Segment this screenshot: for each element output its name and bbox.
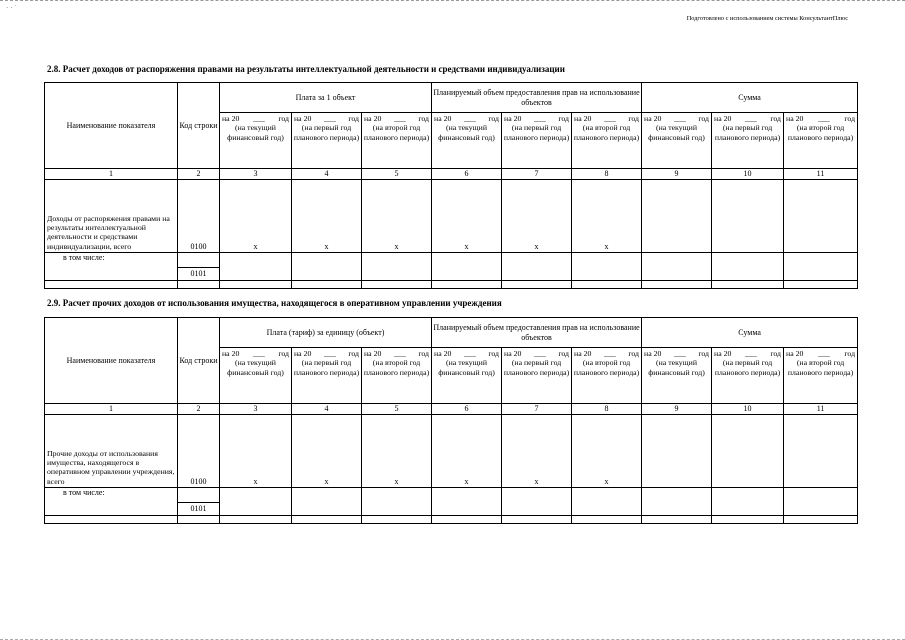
- period-description: (на второй год планового периода): [787, 358, 854, 377]
- period-header-cell: [362, 348, 432, 404]
- period-header: на 20 ___ год (на текущий финансовый год): [434, 114, 500, 142]
- header-note: Подготовлено с использованием системы КонсультантПлюс: [686, 15, 848, 22]
- period-header-cell: [712, 348, 784, 404]
- revenue-table: [44, 82, 858, 289]
- empty-row-cell[interactable]: [642, 281, 712, 289]
- col-name-header: Наименование показателя: [45, 83, 178, 169]
- x-mark-cell: х: [292, 180, 362, 253]
- empty-input-cell[interactable]: [642, 180, 712, 253]
- empty-row-cell[interactable]: [432, 516, 502, 524]
- row-incl-label: в том числе:: [45, 488, 178, 516]
- period-header-cell: [784, 113, 858, 169]
- period-header: на 20 ___ год (на второй год планового периода): [573, 349, 640, 377]
- empty-row-cell[interactable]: [712, 516, 784, 524]
- empty-input-cell[interactable]: [712, 253, 784, 281]
- empty-row-cell[interactable]: [432, 281, 502, 289]
- x-mark-cell: х: [220, 180, 292, 253]
- column-number: 7: [502, 404, 572, 415]
- section-title: 2.8. Расчет доходов от распоряжения правами на результаты интеллектуальной деятельности и средствами индивидуализации: [47, 64, 565, 74]
- empty-input-cell[interactable]: [432, 488, 502, 516]
- empty-input-cell[interactable]: [502, 488, 572, 516]
- group-volume-header: Планируемый объем предоставления прав на использование объектов: [432, 318, 642, 348]
- period-header: на 20 ___ год (на второй год планового периода): [786, 114, 856, 142]
- period-description: (на первый год планового периода): [293, 358, 360, 377]
- empty-row-cell[interactable]: [45, 281, 178, 289]
- empty-input-cell[interactable]: [784, 180, 858, 253]
- column-number: 6: [432, 169, 502, 180]
- empty-row-cell[interactable]: [220, 516, 292, 524]
- revenue-table: [44, 317, 858, 524]
- x-mark-cell: х: [572, 180, 642, 253]
- period-header: на 20 ___ год (на первый год планового периода): [503, 114, 570, 142]
- period-header: на 20 ___ год (на текущий финансовый год): [644, 114, 710, 142]
- empty-row-cell[interactable]: [45, 516, 178, 524]
- period-year-prefix: на 20: [294, 349, 312, 358]
- column-number: 11: [784, 169, 858, 180]
- period-year-suffix: год: [348, 114, 359, 123]
- period-year-suffix: год: [698, 349, 710, 358]
- period-description: (на второй год планового периода): [363, 358, 430, 377]
- empty-row-cell[interactable]: [178, 281, 220, 289]
- column-number: 11: [784, 404, 858, 415]
- period-header: на 20 ___ год (на второй год планового периода): [786, 349, 856, 377]
- column-number: 5: [362, 169, 432, 180]
- page-top-edge: [0, 0, 905, 1]
- period-year-prefix: на 20: [644, 114, 662, 123]
- period-year-prefix: на 20: [222, 114, 240, 123]
- group-price-header: Плата за 1 объект: [220, 83, 432, 113]
- empty-input-cell[interactable]: [362, 488, 432, 516]
- group-sum-header: Сумма: [642, 83, 858, 113]
- period-description: (на первый год планового периода): [714, 358, 781, 377]
- period-header-cell: [572, 348, 642, 404]
- empty-input-cell[interactable]: [784, 253, 858, 281]
- empty-row-cell[interactable]: [502, 516, 572, 524]
- period-header-cell: [784, 348, 858, 404]
- empty-row-cell[interactable]: [292, 281, 362, 289]
- x-mark-cell: х: [362, 415, 432, 488]
- empty-row-cell[interactable]: [292, 516, 362, 524]
- period-year-suffix: год: [844, 114, 856, 123]
- period-year-suffix: год: [698, 114, 710, 123]
- period-header-cell: [642, 348, 712, 404]
- empty-input-cell[interactable]: [712, 180, 784, 253]
- empty-input-cell[interactable]: [642, 488, 712, 516]
- period-year-prefix: на 20: [222, 349, 240, 358]
- column-number: 4: [292, 169, 362, 180]
- period-year-suffix: год: [418, 349, 430, 358]
- column-number: 1: [45, 169, 178, 180]
- period-header-cell: [432, 348, 502, 404]
- period-header: на 20 ___ год (на первый год планового периода): [714, 349, 782, 377]
- group-volume-header: Планируемый объем предоставления прав на использование объектов: [432, 83, 642, 113]
- period-description: (на первый год планового периода): [503, 358, 570, 377]
- period-year-prefix: на 20: [504, 349, 522, 358]
- group-sum-header: Сумма: [642, 318, 858, 348]
- empty-row-cell[interactable]: [642, 516, 712, 524]
- col-code-header: Код строки: [178, 318, 220, 404]
- column-number: 8: [572, 404, 642, 415]
- period-year-prefix: на 20: [714, 114, 732, 123]
- period-header-cell: [362, 113, 432, 169]
- period-description: (на первый год планового периода): [503, 123, 570, 142]
- empty-input-cell[interactable]: [220, 488, 292, 516]
- period-year-suffix: год: [278, 349, 289, 358]
- empty-row-cell[interactable]: [220, 281, 292, 289]
- period-year-prefix: на 20: [574, 114, 592, 123]
- empty-input-cell[interactable]: [502, 253, 572, 281]
- period-header: на 20 ___ год (на первый год планового периода): [293, 114, 360, 142]
- empty-input-cell[interactable]: [642, 253, 712, 281]
- period-description: (на текущий финансовый год): [648, 358, 705, 377]
- period-description: (на текущий финансовый год): [227, 358, 284, 377]
- period-header: на 20 ___ год (на второй год планового периода): [363, 349, 430, 377]
- column-number: 5: [362, 404, 432, 415]
- period-year-suffix: год: [558, 114, 570, 123]
- period-header-cell: [292, 348, 362, 404]
- column-number: 10: [712, 169, 784, 180]
- empty-input-cell[interactable]: [292, 488, 362, 516]
- x-mark-cell: х: [220, 415, 292, 488]
- x-mark-cell: х: [502, 180, 572, 253]
- empty-row-cell[interactable]: [362, 281, 432, 289]
- column-number: 6: [432, 404, 502, 415]
- period-year-prefix: на 20: [434, 114, 452, 123]
- period-year-suffix: год: [488, 349, 500, 358]
- group-price-header: Плата (тариф) за единицу (объект): [220, 318, 432, 348]
- period-description: (на второй год планового периода): [573, 123, 640, 142]
- empty-row-cell[interactable]: [502, 281, 572, 289]
- period-year-suffix: год: [348, 349, 359, 358]
- period-year-suffix: год: [628, 114, 640, 123]
- period-year-prefix: на 20: [786, 114, 804, 123]
- period-year-suffix: год: [558, 349, 570, 358]
- column-number: 2: [178, 169, 220, 180]
- row-incl-label: в том числе:: [45, 253, 178, 281]
- column-number: 10: [712, 404, 784, 415]
- period-header: на 20 ___ год (на первый год планового периода): [714, 114, 782, 142]
- period-description: (на первый год планового периода): [293, 123, 360, 142]
- empty-row-cell[interactable]: [178, 516, 220, 524]
- row-code-blank: [178, 488, 220, 503]
- empty-input-cell[interactable]: [432, 253, 502, 281]
- col-name-header: Наименование показателя: [45, 318, 178, 404]
- empty-input-cell[interactable]: [642, 415, 712, 488]
- column-number: 9: [642, 169, 712, 180]
- x-mark-cell: х: [432, 180, 502, 253]
- empty-input-cell[interactable]: [362, 253, 432, 281]
- row-code-total: 0100: [178, 415, 220, 488]
- empty-input-cell[interactable]: [572, 253, 642, 281]
- period-header: на 20 ___ год (на второй год планового периода): [573, 114, 640, 142]
- column-number: 3: [220, 169, 292, 180]
- period-header-cell: [220, 348, 292, 404]
- period-year-suffix: год: [418, 114, 429, 123]
- period-header: на 20 ___ год (на текущий финансовый год): [222, 349, 289, 377]
- scan-specks: · · ˙: [6, 4, 17, 12]
- period-year-prefix: на 20: [644, 349, 662, 358]
- empty-row-cell[interactable]: [784, 516, 858, 524]
- period-description: (на текущий финансовый год): [438, 358, 495, 377]
- row-code-incl: 0101: [178, 503, 220, 516]
- period-description: (на текущий финансовый год): [227, 123, 284, 142]
- empty-input-cell[interactable]: [784, 488, 858, 516]
- period-year-suffix: год: [628, 349, 640, 358]
- period-description: (на второй год планового периода): [573, 358, 640, 377]
- period-header-cell: [292, 113, 362, 169]
- period-description: (на второй год планового периода): [787, 123, 854, 142]
- x-mark-cell: х: [362, 180, 432, 253]
- empty-input-cell[interactable]: [292, 253, 362, 281]
- period-header-cell: [220, 113, 292, 169]
- period-header-cell: [502, 348, 572, 404]
- empty-input-cell[interactable]: [712, 415, 784, 488]
- section-title: 2.9. Расчет прочих доходов от использования имущества, находящегося в оперативном управлении учреждения: [47, 298, 502, 308]
- empty-input-cell[interactable]: [712, 488, 784, 516]
- period-description: (на текущий финансовый год): [648, 123, 705, 142]
- period-header: на 20 ___ год (на текущий финансовый год): [434, 349, 500, 377]
- row-code-incl: 0101: [178, 268, 220, 281]
- period-year-prefix: на 20: [504, 114, 522, 123]
- period-header-cell: [712, 113, 784, 169]
- row-code-blank: [178, 253, 220, 268]
- empty-row-cell[interactable]: [712, 281, 784, 289]
- period-header: на 20 ___ год (на текущий финансовый год): [222, 114, 289, 142]
- column-number: 3: [220, 404, 292, 415]
- column-number: 7: [502, 169, 572, 180]
- period-year-suffix: год: [278, 114, 289, 123]
- empty-row-cell[interactable]: [572, 281, 642, 289]
- period-year-suffix: год: [770, 114, 782, 123]
- period-header: на 20 ___ год (на текущий финансовый год): [644, 349, 710, 377]
- period-year-prefix: на 20: [294, 114, 312, 123]
- period-year-prefix: на 20: [574, 349, 592, 358]
- period-header-cell: [572, 113, 642, 169]
- empty-row-cell[interactable]: [572, 516, 642, 524]
- period-header: на 20 ___ год (на первый год планового периода): [293, 349, 360, 377]
- column-number: 2: [178, 404, 220, 415]
- period-year-suffix: год: [770, 349, 782, 358]
- period-header: на 20 ___ год (на первый год планового периода): [503, 349, 570, 377]
- row-name-total: Доходы от распоряжения правами на результаты интеллектуальной деятельности и средствами индивидуализации, всего: [45, 180, 178, 253]
- column-number: 8: [572, 169, 642, 180]
- period-year-prefix: на 20: [714, 349, 732, 358]
- x-mark-cell: х: [292, 415, 362, 488]
- x-mark-cell: х: [572, 415, 642, 488]
- empty-input-cell[interactable]: [572, 488, 642, 516]
- period-year-prefix: на 20: [434, 349, 452, 358]
- period-description: (на второй год планового периода): [363, 123, 430, 142]
- period-year-prefix: на 20: [786, 349, 804, 358]
- period-description: (на первый год планового периода): [714, 123, 781, 142]
- period-header-cell: [432, 113, 502, 169]
- period-year-prefix: на 20: [364, 114, 382, 123]
- row-name-total: Прочие доходы от использования имущества, находящегося в оперативном управлении учреждения, всего: [45, 415, 178, 488]
- period-year-suffix: год: [844, 349, 856, 358]
- row-code-total: 0100: [178, 180, 220, 253]
- x-mark-cell: х: [502, 415, 572, 488]
- empty-input-cell[interactable]: [784, 415, 858, 488]
- x-mark-cell: х: [432, 415, 502, 488]
- period-year-suffix: год: [488, 114, 500, 123]
- column-number: 1: [45, 404, 178, 415]
- period-description: (на текущий финансовый год): [438, 123, 495, 142]
- period-header-cell: [642, 113, 712, 169]
- column-number: 4: [292, 404, 362, 415]
- period-year-prefix: на 20: [364, 349, 382, 358]
- empty-row-cell[interactable]: [784, 281, 858, 289]
- empty-input-cell[interactable]: [220, 253, 292, 281]
- column-number: 9: [642, 404, 712, 415]
- period-header: на 20 ___ год (на второй год планового периода): [363, 114, 430, 142]
- col-code-header: Код строки: [178, 83, 220, 169]
- empty-row-cell[interactable]: [362, 516, 432, 524]
- period-header-cell: [502, 113, 572, 169]
